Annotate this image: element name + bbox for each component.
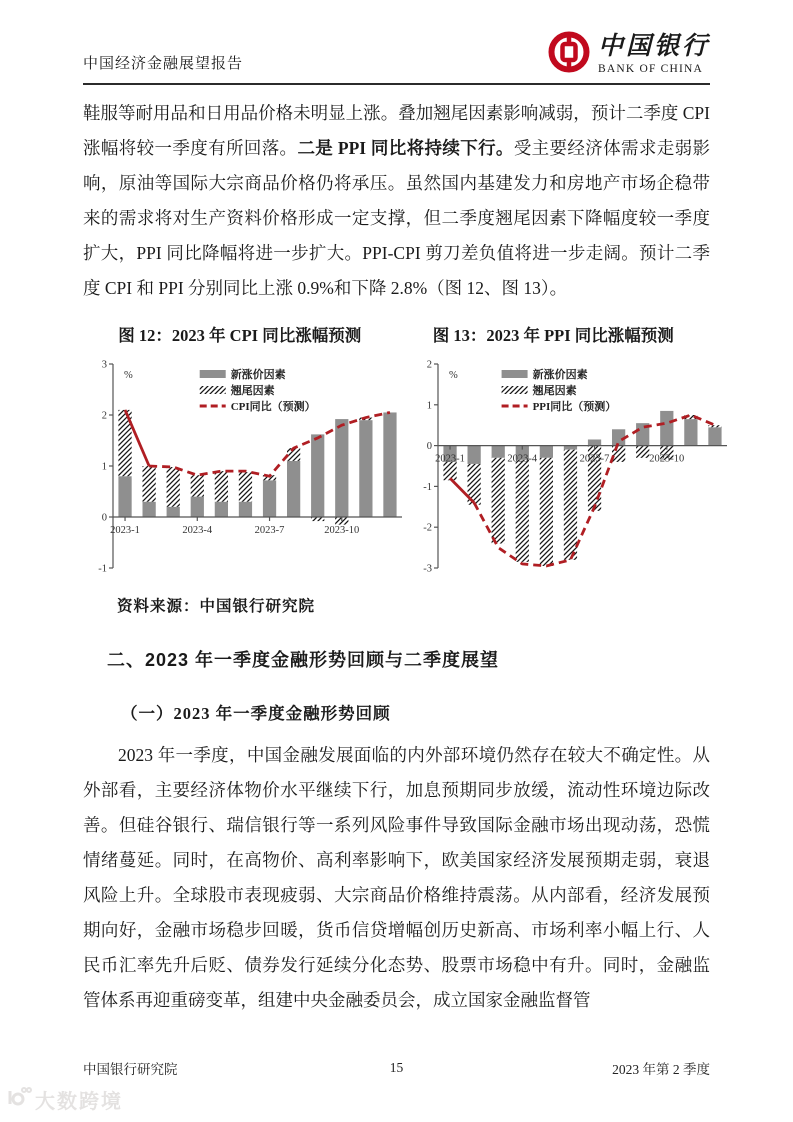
figure-13-title: 图 13：2023 年 PPI 同比涨幅预测 bbox=[432, 326, 674, 345]
svg-text:%: % bbox=[124, 370, 133, 381]
figure-titles-row bbox=[83, 322, 710, 346]
source-note: 资料来源：中国银行研究院 bbox=[117, 598, 316, 615]
paragraph1-bold-text: 二是 PPI 同比将持续下行。 bbox=[297, 138, 514, 158]
svg-text:2023-10: 2023-10 bbox=[649, 453, 685, 465]
svg-text:2: 2 bbox=[426, 359, 432, 371]
svg-text:2023-1: 2023-1 bbox=[110, 525, 140, 536]
bank-name-en: BANK OF CHINA bbox=[597, 62, 704, 75]
svg-text:%: % bbox=[449, 370, 458, 381]
svg-text:翘尾因素: 翘尾因素 bbox=[230, 385, 275, 397]
subsection-heading: （一）2023 年一季度金融形势回顾 bbox=[121, 704, 391, 723]
body-paragraph-2: 2023 年一季度，中国金融发展面临的内外部环境仍然存在较大不确定性。从外部看，主要经济体物价水平继续下行，加息预期同步放缓，流动性环境边际改善。但硅谷银行、瑞信银行等一系列风险事件导致国际金融市场出现动荡，恐慌情绪蔓延。同时，在高物价、高利率影响下，欧美国家经济发展预期走弱，衰退风险上升。全球股市表现疲弱、大宗商品价格维持震荡。从内部看，经济发展预期向好，金融市场稳步回暖，货币信贷增幅创历史新高、市场利率小幅上行、人民币汇率先升后贬、债券发行延续分化态势、股票市场稳中有升。同时，金融监管体系再迎重磅变革，组建中央金融委员会，成立国家金融监督管 bbox=[83, 745, 710, 1010]
watermark bbox=[6, 1085, 123, 1114]
paragraph1-text-a: 鞋服等耐用品和日用品价格未明显上涨。叠加翘尾因素影响减弱，预计二季度 CPI 涨幅将较一季度有所回落。 bbox=[83, 103, 710, 158]
svg-text:-2: -2 bbox=[423, 522, 432, 534]
section-heading: 二、2023 年一季度金融形势回顾与二季度展望 bbox=[107, 650, 500, 670]
page-number: 15 bbox=[389, 1060, 404, 1075]
svg-text:2023-7: 2023-7 bbox=[254, 525, 285, 536]
svg-text:0: 0 bbox=[426, 441, 432, 453]
svg-text:2: 2 bbox=[101, 410, 107, 422]
page-footer bbox=[0, 1058, 793, 1078]
page-header bbox=[83, 0, 710, 85]
svg-text:CPI同比（预测）: CPI同比（预测） bbox=[230, 401, 316, 413]
svg-text:0: 0 bbox=[101, 512, 107, 524]
body-paragraph-1 bbox=[83, 96, 710, 306]
svg-text:-1: -1 bbox=[423, 481, 432, 493]
footer-institute: 中国银行研究院 bbox=[83, 1062, 178, 1077]
svg-text:翘尾因素: 翘尾因素 bbox=[532, 385, 577, 397]
svg-text:2023-4: 2023-4 bbox=[182, 525, 213, 536]
svg-text:-1: -1 bbox=[98, 563, 107, 575]
bank-name-cn: 中国银行 bbox=[597, 33, 710, 61]
svg-text:1: 1 bbox=[101, 461, 107, 473]
boc-emblem-icon bbox=[547, 30, 591, 79]
bank-logo bbox=[547, 30, 710, 79]
report-title: 中国经济金融展望报告 bbox=[83, 56, 244, 72]
ppi-forecast-chart bbox=[408, 356, 733, 576]
svg-text:PPI同比（预测）: PPI同比（预测） bbox=[532, 401, 617, 413]
svg-text:新涨价因素: 新涨价因素 bbox=[230, 369, 286, 381]
charts-row bbox=[83, 356, 710, 576]
svg-text:2023-4: 2023-4 bbox=[507, 453, 538, 465]
watermark-text: 大数跨境 bbox=[35, 1091, 123, 1113]
svg-text:1: 1 bbox=[426, 400, 432, 412]
svg-text:新涨价因素: 新涨价因素 bbox=[532, 369, 588, 381]
paragraph1-text-b: 受主要经济体需求走弱影响，原油等国际大宗商品价格仍将承压。虽然国内基建发力和房地产市场企稳带来的需求将对生产资料价格形成一定支撑，但二季度翘尾因素下降幅度较一季度扩大，PPI 同比降幅将进一步扩大。PPI-CPI 剪刀差负值将进一步走阔。预计二季度 CPI 和 PPI 分别同比上涨 0.9%和下降 2.8%（图 12、图 13）。 bbox=[83, 138, 711, 298]
svg-text:2023-1: 2023-1 bbox=[435, 453, 465, 465]
svg-text:-3: -3 bbox=[423, 563, 432, 575]
cpi-forecast-chart bbox=[83, 356, 408, 576]
footer-issue: 2023 年第 2 季度 bbox=[612, 1062, 710, 1077]
svg-text:2023-10: 2023-10 bbox=[324, 525, 360, 536]
svg-text:2023-7: 2023-7 bbox=[579, 453, 610, 465]
watermark-logo-icon bbox=[6, 1086, 32, 1114]
figure-12-title: 图 12：2023 年 CPI 同比涨幅预测 bbox=[118, 326, 362, 345]
svg-text:3: 3 bbox=[101, 359, 107, 371]
